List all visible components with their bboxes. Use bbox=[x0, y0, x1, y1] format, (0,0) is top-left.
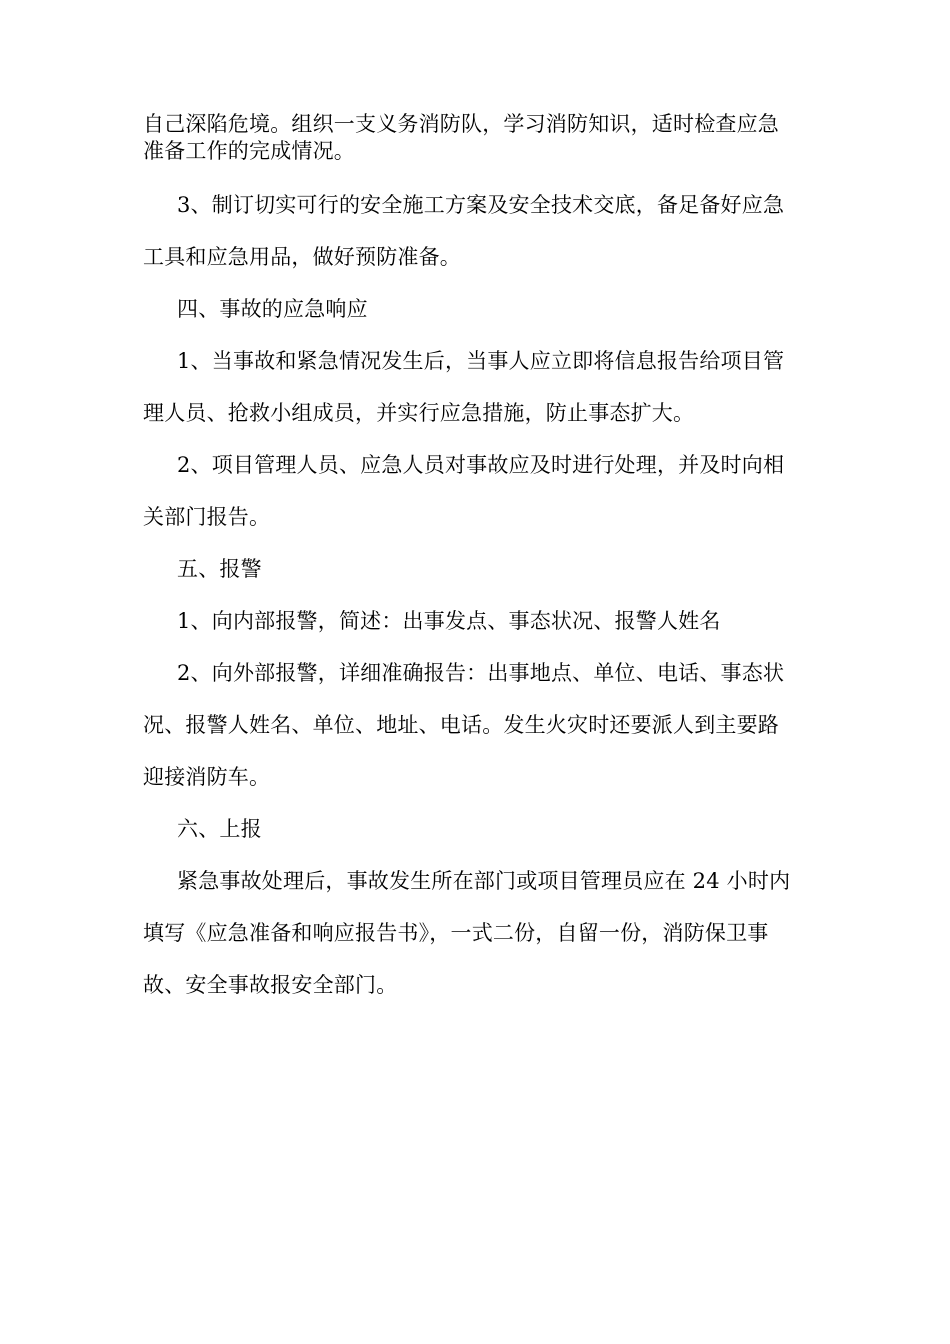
paragraph-alarm-1 bbox=[143, 606, 807, 658]
section-heading-4 bbox=[143, 294, 807, 346]
text-line: 故、安全事故报安全部门。 bbox=[143, 973, 398, 997]
paragraph-alarm-2 bbox=[143, 658, 807, 814]
paragraph-continuation bbox=[143, 111, 807, 190]
heading-text: 五、报警 bbox=[177, 557, 262, 581]
text-line: 况、报警人姓名、单位、地址、电话。发生火灾时还要派人到主要路 bbox=[143, 713, 779, 737]
heading-text: 六、上报 bbox=[177, 817, 262, 841]
text-line: 关部门报告。 bbox=[143, 505, 271, 529]
paragraph-response-1 bbox=[143, 346, 807, 450]
text-line: 自己深陷危境。组织一支义务消防队，学习消防知识，适时检查应急 bbox=[143, 112, 779, 136]
text-line: 1、当事故和紧急情况发生后，当事人应立即将信息报告给项目管 bbox=[177, 349, 785, 373]
heading-text: 四、事故的应急响应 bbox=[177, 297, 368, 321]
text-line: 紧急事故处理后，事故发生所在部门或项目管理员应在 24 小时内 bbox=[177, 869, 791, 893]
paragraph-item-3 bbox=[143, 190, 807, 294]
text-line: 1、向内部报警，简述：出事发点、事态状况、报警人姓名 bbox=[177, 609, 721, 633]
paragraph-report bbox=[143, 866, 807, 1022]
text-line: 理人员、抢救小组成员，并实行应急措施，防止事态扩大。 bbox=[143, 401, 695, 425]
text-line: 2、项目管理人员、应急人员对事故应及时进行处理，并及时向相 bbox=[177, 453, 785, 477]
paragraph-response-2 bbox=[143, 450, 807, 554]
section-heading-6 bbox=[143, 814, 807, 866]
text-line: 填写《应急准备和响应报告书》，一式二份，自留一份，消防保卫事 bbox=[143, 921, 769, 945]
text-line: 3、制订切实可行的安全施工方案及安全技术交底，备足备好应急 bbox=[177, 193, 785, 217]
section-heading-5 bbox=[143, 554, 807, 606]
text-line: 工具和应急用品，做好预防准备。 bbox=[143, 245, 461, 269]
document-page bbox=[143, 111, 807, 1022]
text-line: 迎接消防车。 bbox=[143, 765, 271, 789]
text-line: 准备工作的完成情况。 bbox=[143, 139, 355, 163]
text-line: 2、向外部报警，详细准确报告：出事地点、单位、电话、事态状 bbox=[177, 661, 785, 685]
